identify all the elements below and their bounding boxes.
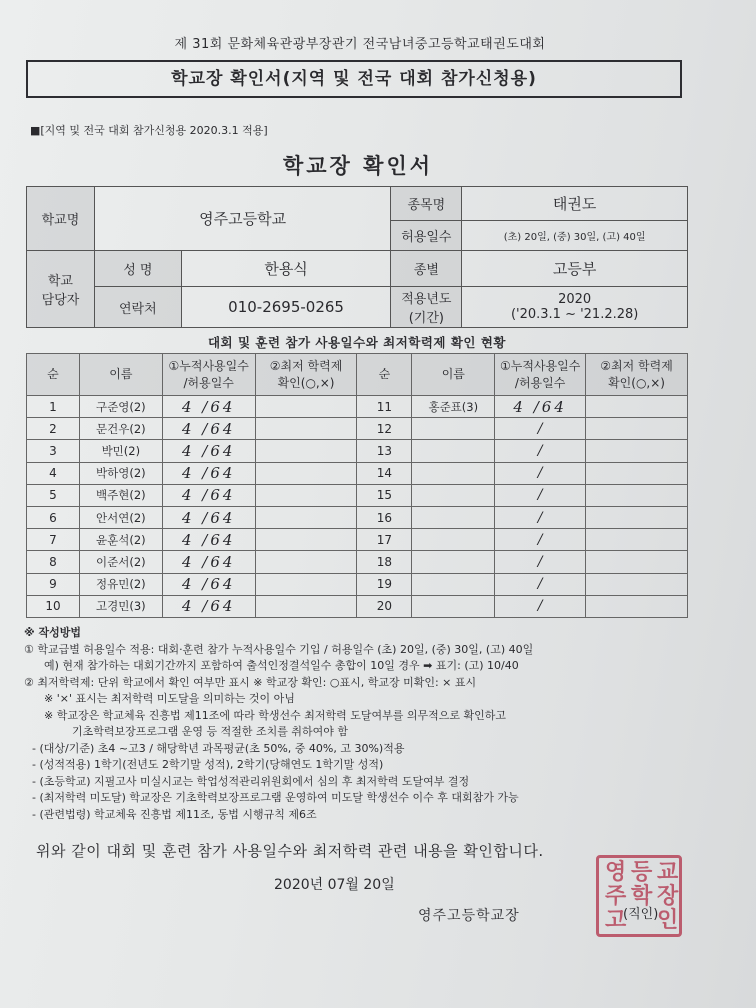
signature-date: 2020년 07월 20일 (274, 877, 395, 893)
row-name: 박민(2) (79, 440, 162, 462)
seal-glyph: 주 (605, 884, 627, 909)
row-no: 5 (27, 484, 80, 506)
allowed-value: (초) 20일, (중) 30일, (고) 40일 (462, 221, 688, 251)
header-grade-line-2: 확인(○,×) (608, 375, 665, 390)
seal-glyph: 등 (631, 860, 653, 885)
row-grade (586, 418, 688, 440)
row-usage: 4 /64 (162, 506, 255, 528)
row-name (412, 573, 495, 595)
form-note: ■[지역 및 전국 대회 참가신청용 2020.3.1 적용] (30, 124, 268, 137)
row-grade (255, 418, 357, 440)
row-name (412, 484, 495, 506)
section-title: 대회 및 훈련 참가 사용일수와 최저학력제 확인 현황 (207, 335, 507, 350)
row-usage: / (495, 484, 586, 506)
row-name (412, 551, 495, 573)
row-name: 박하영(2) (79, 462, 162, 484)
confirmation-statement: 위와 같이 대회 및 훈련 참가 사용일수와 최저학력 관련 내용을 확인합니다. (36, 842, 544, 860)
row-name: 이준서(2) (79, 551, 162, 573)
row-no: 17 (357, 529, 412, 551)
table-row (27, 551, 688, 573)
year-label-line-1: 적용년도 (401, 292, 452, 307)
table-row (27, 573, 688, 595)
row-name: 고경민(3) (79, 595, 162, 617)
header-grade-line-2: 확인(○,×) (277, 375, 335, 390)
table-row (27, 595, 688, 617)
participant-table (26, 353, 688, 618)
header-grade-line-1: ②최저 학력제 (600, 358, 673, 373)
row-no: 18 (357, 551, 412, 573)
header-grade-left (255, 354, 357, 396)
seal-glyph: 인 (657, 908, 679, 933)
row-usage: 4 /64 (495, 396, 586, 418)
row-no: 11 (357, 396, 412, 418)
row-name (412, 440, 495, 462)
row-name (412, 529, 495, 551)
note-7: - (관련법령) 학교체육 진흥법 제11조, 동법 시행규칙 제6조 (32, 807, 317, 821)
row-name: 문건우(2) (79, 418, 162, 440)
row-grade (586, 573, 688, 595)
row-grade (586, 484, 688, 506)
note-4: - (성적적용) 1학기(전년도 2학기말 성적), 2학기(당해연도 1학기말 성적) (32, 758, 384, 771)
participant-table-body (27, 354, 688, 618)
row-no: 9 (27, 573, 80, 595)
row-usage: 4 /64 (162, 595, 255, 617)
row-name: 정유민(2) (79, 573, 162, 595)
event-label: 종목명 (391, 187, 462, 221)
row-usage: 4 /64 (162, 440, 255, 462)
header-grade-right (586, 354, 688, 396)
row-usage: / (495, 440, 586, 462)
row-grade (255, 529, 357, 551)
row-usage: 4 /64 (162, 396, 255, 418)
row-no: 15 (357, 484, 412, 506)
row-grade (255, 506, 357, 528)
header-usage-line-1: ①누적사용일수 (168, 358, 249, 373)
row-usage: 4 /64 (162, 551, 255, 573)
table-header-row (27, 354, 688, 396)
year-value-line-1: 2020 (558, 292, 592, 307)
row-grade (255, 440, 357, 462)
year-value-line-2: ('20.3.1 ~ '21.2.28) (510, 307, 639, 322)
row-grade (255, 551, 357, 573)
form-title: 학교장 확인서(지역 및 전국 대회 참가신청용) (26, 60, 682, 98)
row-usage: / (495, 551, 586, 573)
row-name (412, 506, 495, 528)
row-no: 12 (357, 418, 412, 440)
name-value: 한용식 (181, 251, 391, 287)
row-grade (586, 506, 688, 528)
header-usage-line-2: /허용일수 (183, 375, 234, 390)
contact-value: 010-2695-0265 (181, 287, 391, 328)
manager-label-line-2: 담당자 (41, 293, 80, 308)
main-title: 학교장 확인서 (282, 154, 434, 178)
table-row (27, 529, 688, 551)
row-grade (586, 462, 688, 484)
row-no: 6 (27, 506, 80, 528)
row-no: 10 (27, 595, 80, 617)
row-no: 4 (27, 462, 80, 484)
manager-label-line-1: 학교 (47, 274, 73, 289)
note-2c: ※ 학교장은 학교체육 진흥법 제11조에 따라 학생선수 최저학력 도달여부를 의무적으로 확인하고 (44, 708, 506, 722)
seal-label: (직인) (623, 907, 659, 922)
table-row (27, 462, 688, 484)
table-row (27, 396, 688, 418)
seal-glyph: 고 (605, 908, 627, 933)
contact-label: 연락처 (94, 287, 181, 328)
row-name: 윤훈석(2) (79, 529, 162, 551)
school-label: 학교명 (27, 187, 95, 251)
note-1b: 예) 현재 참가하는 대회기간까지 포함하여 출석인정결석일수 총합이 10일 경우 ➡ 표기: (고) 10/40 (44, 659, 519, 672)
note-5: - (초등학교) 지필고사 미실시교는 학업성적관리위원회에서 심의 후 최저학력 도달여부 결정 (32, 774, 470, 788)
year-label (391, 287, 462, 328)
row-usage: 4 /64 (162, 529, 255, 551)
row-usage: 4 /64 (162, 573, 255, 595)
division-label: 종별 (391, 251, 462, 287)
row-no: 7 (27, 529, 80, 551)
row-name (412, 418, 495, 440)
row-usage: / (495, 506, 586, 528)
row-grade (255, 396, 357, 418)
row-grade (586, 551, 688, 573)
table-row (27, 484, 688, 506)
header-no-left: 순 (27, 354, 80, 396)
note-1a: ① 학교급별 허용일수 적용: 대회·훈련 참가 누적사용일수 기입 / 허용일수 (초) 20일, (중) 30일, (고) 40일 (24, 642, 534, 656)
year-label-line-2: (기간) (408, 311, 444, 326)
table-row (27, 418, 688, 440)
info-table (26, 186, 688, 328)
header-grade-line-1: ②최저 학력제 (269, 358, 343, 373)
row-usage: 4 /64 (162, 484, 255, 506)
seal-glyph: 교 (657, 860, 679, 885)
division-value: 고등부 (462, 251, 688, 287)
event-value: 태권도 (462, 187, 688, 221)
row-usage: / (495, 529, 586, 551)
row-name (412, 595, 495, 617)
header-name-left: 이름 (79, 354, 162, 396)
notes-heading: ※ 작성방법 (24, 626, 82, 639)
row-usage: 4 /64 (162, 462, 255, 484)
row-name: 백주현(2) (79, 484, 162, 506)
row-usage: / (495, 595, 586, 617)
row-grade (255, 462, 357, 484)
row-no: 20 (357, 595, 412, 617)
seal-glyph: 학 (631, 884, 653, 909)
row-no: 14 (357, 462, 412, 484)
note-2a: ② 최저학력제: 단위 학교에서 확인 여부만 표시 ※ 학교장 확인: ○표시, 학교장 미확인: × 표시 (24, 675, 477, 689)
allowed-label: 허용일수 (391, 221, 462, 251)
row-grade (586, 440, 688, 462)
row-name (412, 462, 495, 484)
table-row (27, 440, 688, 462)
header-usage-right (495, 354, 586, 396)
note-3: - (대상/기준) 초4 ~고3 / 해당학년 과목평균(초 50%, 중 40%, 고 30%)적용 (32, 741, 405, 755)
seal-glyph: 장 (657, 884, 679, 909)
row-grade (255, 573, 357, 595)
header-usage-line-2: /허용일수 (514, 375, 566, 390)
row-usage: / (495, 418, 586, 440)
row-no: 16 (357, 506, 412, 528)
row-no: 13 (357, 440, 412, 462)
principal-title: 영주고등학교장 (418, 908, 520, 924)
row-no: 3 (27, 440, 80, 462)
name-label: 성 명 (94, 251, 181, 287)
row-no: 19 (357, 573, 412, 595)
event-title: 제 31회 문화체육관광부장관기 전국남녀중고등학교태권도대회 (174, 37, 546, 52)
row-no: 2 (27, 418, 80, 440)
row-no: 8 (27, 551, 80, 573)
row-name: 안서연(2) (79, 506, 162, 528)
school-value: 영주고등학교 (94, 187, 391, 251)
row-grade (255, 484, 357, 506)
row-name: 홍준표(3) (412, 396, 495, 418)
instructions (24, 625, 724, 823)
row-grade (586, 396, 688, 418)
note-2d: 기초학력보장프로그램 운영 등 적절한 조치를 취하여야 함 (72, 725, 349, 738)
seal-glyph: 영 (605, 860, 627, 885)
header-no-right: 순 (357, 354, 412, 396)
row-no: 1 (27, 396, 80, 418)
row-grade (255, 595, 357, 617)
row-usage: / (495, 462, 586, 484)
header-name-right: 이름 (412, 354, 495, 396)
official-seal-stamp (596, 855, 682, 937)
manager-label (27, 251, 95, 328)
header-usage-left (162, 354, 255, 396)
note-2b: ※ '×' 표시는 최저학력 미도달을 의미하는 것이 아님 (44, 692, 295, 705)
row-grade (586, 595, 688, 617)
note-6: - (최저학력 미도달) 학교장은 기초학력보장프로그램 운영하여 미도달 학생선수 이수 후 대회참가 가능 (32, 791, 519, 804)
row-name: 구준영(2) (79, 396, 162, 418)
row-usage: / (495, 573, 586, 595)
header-usage-line-1: ①누적사용일수 (499, 358, 581, 373)
table-row (27, 506, 688, 528)
year-value (462, 287, 688, 328)
row-grade (586, 529, 688, 551)
row-usage: 4 /64 (162, 418, 255, 440)
